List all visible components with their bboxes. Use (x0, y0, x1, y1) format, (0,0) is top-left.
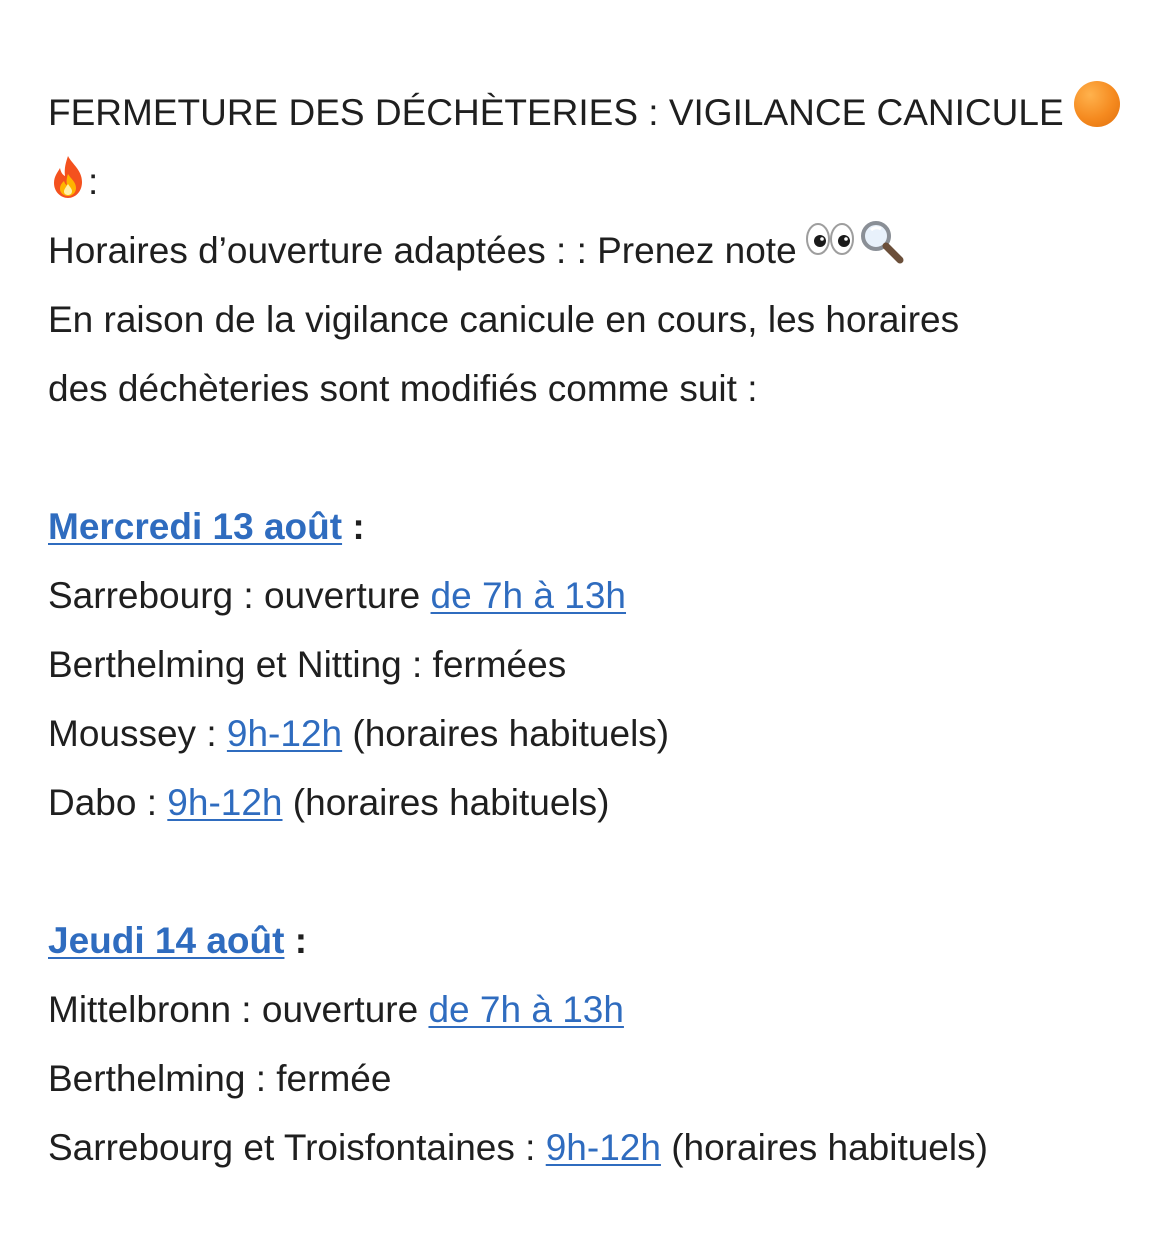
announcement-title-line (48, 78, 1138, 147)
intro-paragraph-line-2: des déchèteries sont modifiés comme suit : (48, 368, 758, 409)
spacer (48, 423, 1138, 492)
spacer (48, 837, 1138, 906)
schedule-row-moussey (48, 699, 1138, 768)
schedule-row-berthelming-nitting (48, 630, 1138, 699)
day-heading-thursday (48, 906, 1138, 975)
schedule-label: Dabo : (48, 782, 168, 823)
magnifier-icon (857, 217, 905, 265)
schedule-note: (horaires habituels) (342, 713, 670, 754)
hours-note-text: Horaires d’ouverture adaptées : : Prenez note (48, 230, 797, 271)
eyes-icon (805, 219, 857, 259)
fire-icon (48, 154, 88, 200)
schedule-row-sarrebourg (48, 561, 1138, 630)
day-suffix: : (342, 506, 365, 547)
hours-link[interactable]: 9h-12h (226, 713, 343, 754)
hours-link[interactable]: de 7h à 13h (430, 575, 627, 616)
hours-link[interactable]: 9h-12h (545, 1127, 661, 1168)
schedule-row-berthelming (48, 1044, 1138, 1113)
announcement-title-line-2 (48, 147, 1138, 216)
hours-link[interactable]: de 7h à 13h (428, 989, 624, 1030)
schedule-row-sarrebourg-troisfontaines (48, 1113, 1138, 1182)
schedule-row-mittelbronn (48, 975, 1138, 1044)
schedule-label: Berthelming : fermée (48, 1058, 392, 1099)
hours-note-line (48, 216, 1138, 285)
day-link-wednesday[interactable]: Mercredi 13 août (48, 506, 343, 547)
title-suffix: : (88, 161, 99, 202)
day-suffix: : (284, 920, 308, 961)
announcement-title: FERMETURE DES DÉCHÈTERIES : VIGILANCE CANICULE (48, 92, 1064, 133)
schedule-row-dabo (48, 768, 1138, 837)
intro-paragraph-line-1: En raison de la vigilance canicule en cours, les horaires (48, 299, 960, 340)
day-heading-wednesday (48, 492, 1138, 561)
schedule-label: Moussey : (48, 713, 227, 754)
schedule-note: (horaires habituels) (660, 1127, 988, 1168)
schedule-note: (horaires habituels) (282, 782, 610, 823)
schedule-label: Mittelbronn : ouverture (48, 989, 429, 1030)
day-link-thursday[interactable]: Jeudi 14 août (48, 920, 285, 961)
announcement-document (48, 78, 1138, 1182)
schedule-label: Sarrebourg : ouverture (48, 575, 431, 616)
orange-circle-icon (1074, 81, 1120, 127)
schedule-label: Berthelming et Nitting : fermées (48, 644, 567, 685)
hours-link[interactable]: 9h-12h (167, 782, 283, 823)
schedule-label: Sarrebourg et Troisfontaines : (48, 1127, 546, 1168)
